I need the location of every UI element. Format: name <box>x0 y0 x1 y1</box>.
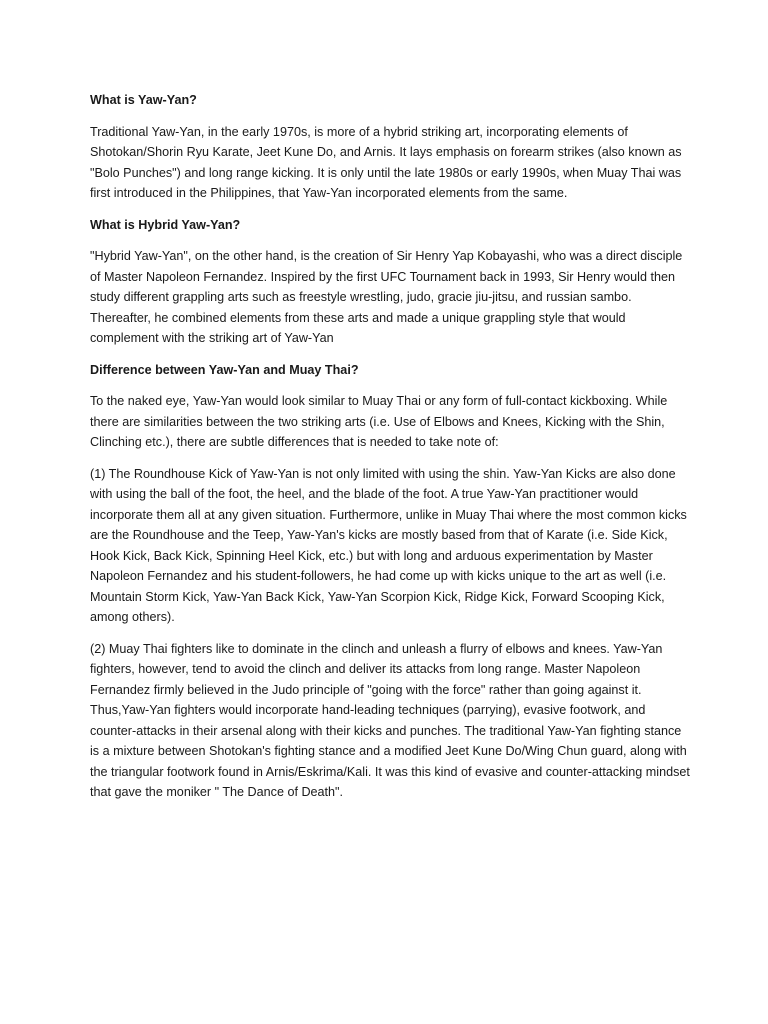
paragraph-hybrid-yaw-yan: "Hybrid Yaw-Yan", on the other hand, is the creation of Sir Henry Yap Kobayashi, who was a direct disciple of Master Napoleon Fernandez. Inspired by the first UFC Tournament back in 1993, Sir Henry would then study different grappling arts such as freestyle wrestling, judo, gracie jiu-jitsu, and russian sambo. Thereafter, he combined elements from these arts and made a unique grappling style that would complement with the striking art of Yaw-Yan <box>90 249 683 345</box>
heading-what-is-yaw-yan: What is Yaw-Yan? <box>90 93 197 107</box>
paragraph-difference-intro: To the naked eye, Yaw-Yan would look similar to Muay Thai or any form of full-contact kickboxing. While there are similarities between the two striking arts (i.e. Use of Elbows and Knees, Kicking with the Shin, Clinching etc.), there are subtle differences that is needed to take note of: <box>90 394 668 449</box>
document-page <box>90 90 690 814</box>
heading-what-is-hybrid-yaw-yan: What is Hybrid Yaw-Yan? <box>90 217 241 232</box>
paragraph-difference-point-2: (2) Muay Thai fighters like to dominate in the clinch and unleash a flurry of elbows and knees. Yaw-Yan fighters, however, tend to avoid the clinch and deliver its attacks from long range. Master Napoleon Fernandez firmly believed in the Judo principle of "going with the force" rather than going against it. Thus,Yaw-Yan fighters would incorporate hand-leading techniques (parrying), evasive footwork, and counter-attacks in their arsenal along with their kicks and punches. The traditional Yaw-Yan fighting stance is a mixture between Shotokan's fighting stance and a modified Jeet Kune Do/Wing Chun guard, along with the triangular footwork found in Arnis/Eskrima/Kali. It was this kind of evasive and counter-attacking mindset that gave the moniker " The Dance of Death". <box>90 641 690 799</box>
heading-difference: Difference between Yaw-Yan and Muay Thai? <box>90 362 359 377</box>
paragraph-difference-point-1: (1) The Roundhouse Kick of Yaw-Yan is not only limited with using the shin. Yaw-Yan Kicks are also done with using the ball of the foot, the heel, and the blade of the foot. A true Yaw-Yan practitioner would incorporate them all at any given situation. Furthermore, unlike in Muay Thai where the most common kicks are the Roundhouse and the Teep, Yaw-Yan's kicks are mostly based from that of Karate (i.e. Side Kick, Hook Kick, Back Kick, Spinning Heel Kick, etc.) but with long and arduous experimentation by Master Napoleon Fernandez and his student-followers, he had come up with kicks unique to the art as well (i.e. Mountain Storm Kick, Yaw-Yan Back Kick, Yaw-Yan Scorpion Kick, Ridge Kick, Forward Scooping Kick, among others). <box>90 466 687 624</box>
paragraph-traditional-yaw-yan: Traditional Yaw-Yan, in the early 1970s, is more of a hybrid striking art, incorporating elements of Shotokan/Shorin Ryu Karate, Jeet Kune Do, and Arnis. It lays emphasis on forearm strikes (also known as "Bolo Punches") and long range kicking. It is only until the late 1980s or early 1990s, when Muay Thai was first introduced in the Philippines, that Yaw-Yan incorporated elements from the same. <box>90 124 682 200</box>
